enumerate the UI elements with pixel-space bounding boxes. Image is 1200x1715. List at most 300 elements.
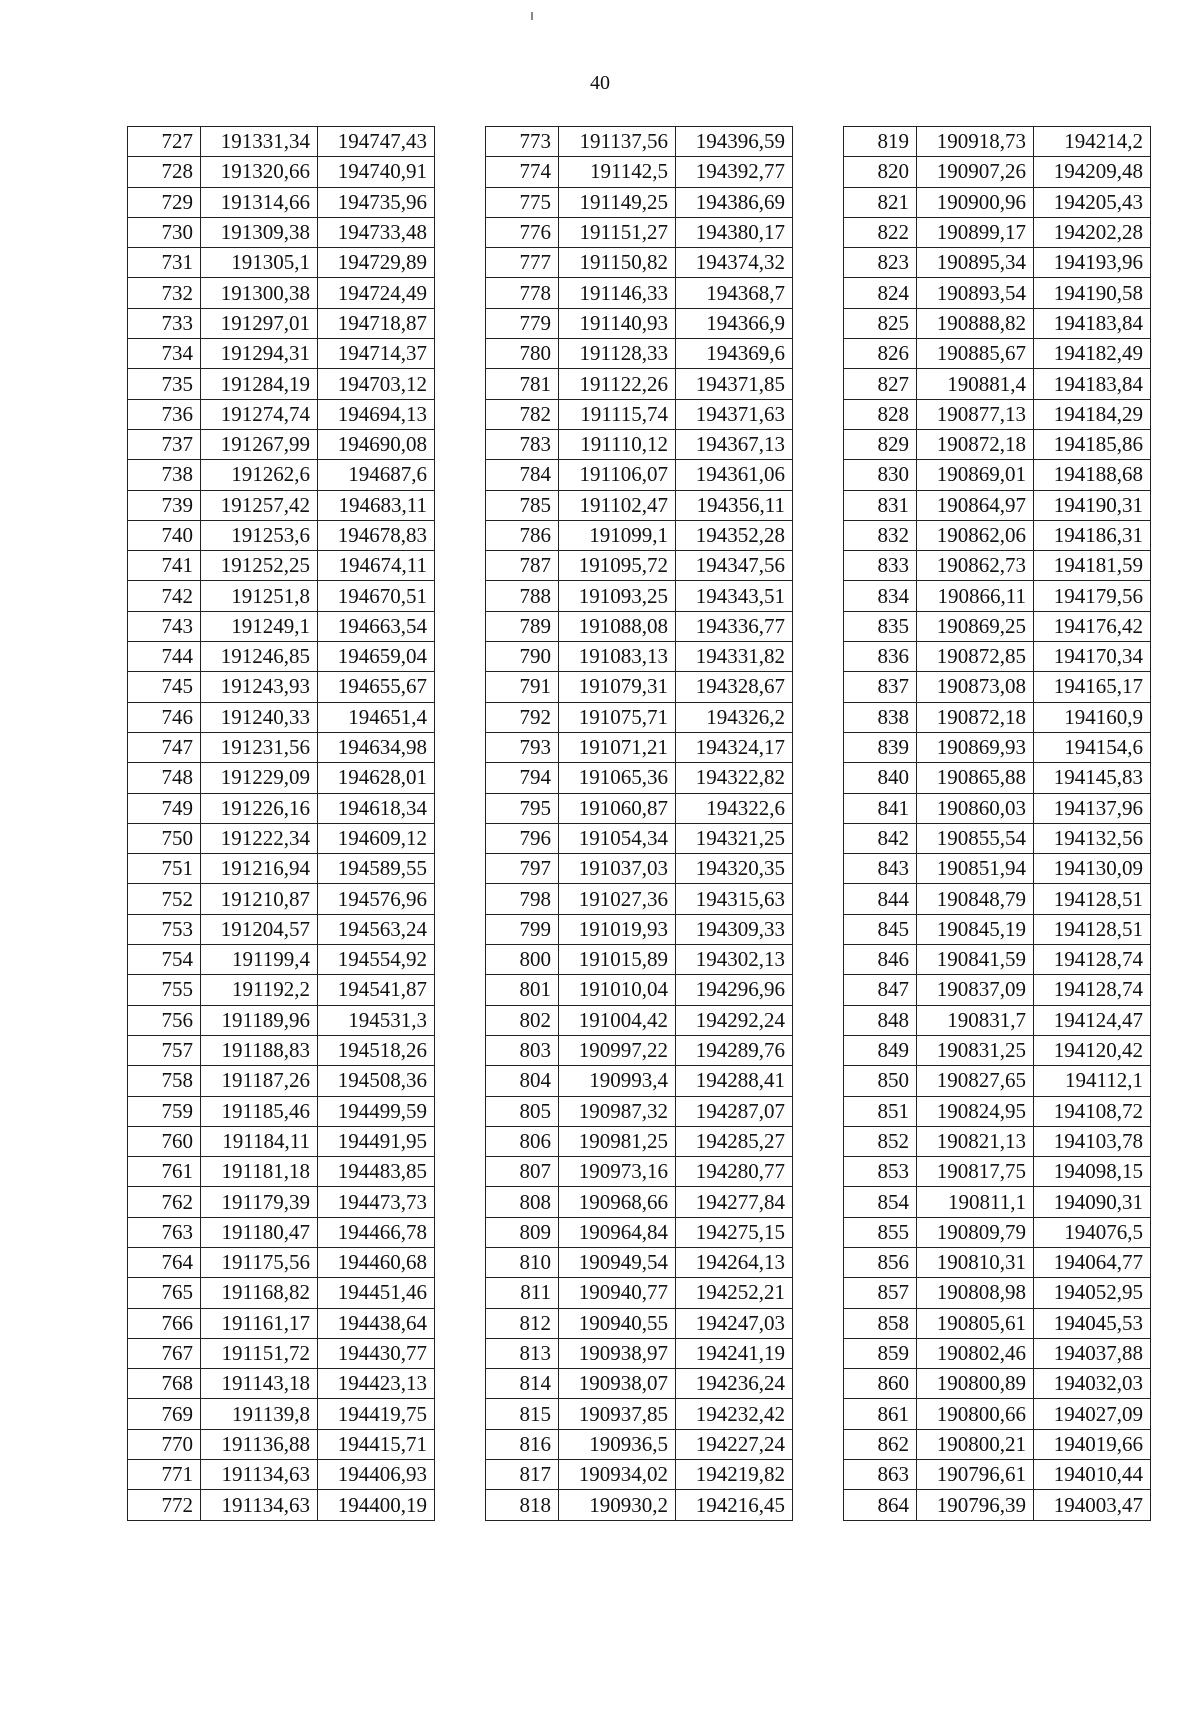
y-coordinate-cell: 194179,56 — [1034, 581, 1151, 611]
table-row — [486, 1126, 793, 1156]
table-row — [844, 460, 1151, 490]
y-coordinate-cell: 194324,17 — [676, 732, 793, 762]
point-number-cell: 749 — [128, 793, 201, 823]
point-number-cell: 779 — [486, 308, 559, 338]
point-number-cell: 735 — [128, 369, 201, 399]
point-number-cell: 787 — [486, 551, 559, 581]
y-coordinate-cell: 194576,96 — [318, 884, 435, 914]
x-coordinate-cell: 191181,18 — [201, 1157, 318, 1187]
point-number-cell: 744 — [128, 642, 201, 672]
point-number-cell: 727 — [128, 127, 201, 157]
point-number-cell: 746 — [128, 702, 201, 732]
x-coordinate-cell: 191088,08 — [559, 611, 676, 641]
table-row — [844, 217, 1151, 247]
y-coordinate-cell: 194336,77 — [676, 611, 793, 641]
y-coordinate-cell: 194241,19 — [676, 1338, 793, 1368]
y-coordinate-cell: 194184,29 — [1034, 399, 1151, 429]
y-coordinate-cell: 194392,77 — [676, 157, 793, 187]
point-number-cell: 824 — [844, 278, 917, 308]
table-row — [486, 339, 793, 369]
y-coordinate-cell: 194130,09 — [1034, 854, 1151, 884]
point-number-cell: 847 — [844, 975, 917, 1005]
table-row — [486, 642, 793, 672]
y-coordinate-cell: 194683,11 — [318, 490, 435, 520]
point-number-cell: 851 — [844, 1096, 917, 1126]
table-row — [844, 1490, 1151, 1520]
x-coordinate-cell: 190930,2 — [559, 1490, 676, 1520]
table-row — [844, 1399, 1151, 1429]
y-coordinate-cell: 194128,74 — [1034, 975, 1151, 1005]
y-coordinate-cell: 194137,96 — [1034, 793, 1151, 823]
y-coordinate-cell: 194356,11 — [676, 490, 793, 520]
y-coordinate-cell: 194670,51 — [318, 581, 435, 611]
x-coordinate-cell: 191079,31 — [559, 672, 676, 702]
x-coordinate-cell: 191249,1 — [201, 611, 318, 641]
y-coordinate-cell: 194371,63 — [676, 399, 793, 429]
y-coordinate-cell: 194045,53 — [1034, 1308, 1151, 1338]
y-coordinate-cell: 194186,31 — [1034, 520, 1151, 550]
point-number-cell: 799 — [486, 914, 559, 944]
scan-mark — [531, 12, 533, 20]
point-number-cell: 789 — [486, 611, 559, 641]
y-coordinate-cell: 194145,83 — [1034, 763, 1151, 793]
x-coordinate-cell: 191179,39 — [201, 1187, 318, 1217]
x-coordinate-cell: 191136,88 — [201, 1429, 318, 1459]
y-coordinate-cell: 194628,01 — [318, 763, 435, 793]
point-number-cell: 730 — [128, 217, 201, 247]
x-coordinate-cell: 191134,63 — [201, 1490, 318, 1520]
x-coordinate-cell: 190864,97 — [917, 490, 1034, 520]
x-coordinate-cell: 191216,94 — [201, 854, 318, 884]
point-number-cell: 734 — [128, 339, 201, 369]
point-number-cell: 854 — [844, 1187, 917, 1217]
point-number-cell: 797 — [486, 854, 559, 884]
point-number-cell: 771 — [128, 1460, 201, 1490]
table-row — [486, 1490, 793, 1520]
table-row — [128, 945, 435, 975]
x-coordinate-cell: 190940,55 — [559, 1308, 676, 1338]
table-row — [844, 1278, 1151, 1308]
x-coordinate-cell: 191297,01 — [201, 308, 318, 338]
x-coordinate-cell: 190817,75 — [917, 1157, 1034, 1187]
table-row — [486, 369, 793, 399]
x-coordinate-cell: 191099,1 — [559, 520, 676, 550]
table-row — [486, 1217, 793, 1247]
table-row — [844, 1460, 1151, 1490]
table-row — [128, 399, 435, 429]
x-coordinate-cell: 191150,82 — [559, 248, 676, 278]
y-coordinate-cell: 194541,87 — [318, 975, 435, 1005]
x-coordinate-cell: 190872,85 — [917, 642, 1034, 672]
table-row — [128, 611, 435, 641]
point-number-cell: 855 — [844, 1217, 917, 1247]
point-number-cell: 754 — [128, 945, 201, 975]
point-number-cell: 731 — [128, 248, 201, 278]
x-coordinate-cell: 191251,8 — [201, 581, 318, 611]
point-number-cell: 859 — [844, 1338, 917, 1368]
x-coordinate-cell: 191093,25 — [559, 581, 676, 611]
y-coordinate-cell: 194170,34 — [1034, 642, 1151, 672]
point-number-cell: 795 — [486, 793, 559, 823]
point-number-cell: 798 — [486, 884, 559, 914]
x-coordinate-cell: 191257,42 — [201, 490, 318, 520]
table-row — [844, 429, 1151, 459]
point-number-cell: 826 — [844, 339, 917, 369]
y-coordinate-cell: 194423,13 — [318, 1369, 435, 1399]
table-row — [128, 1308, 435, 1338]
y-coordinate-cell: 194368,7 — [676, 278, 793, 308]
x-coordinate-cell: 191188,83 — [201, 1035, 318, 1065]
x-coordinate-cell: 191184,11 — [201, 1126, 318, 1156]
table-row — [844, 1338, 1151, 1368]
point-number-cell: 808 — [486, 1187, 559, 1217]
y-coordinate-cell: 194733,48 — [318, 217, 435, 247]
y-coordinate-cell: 194112,1 — [1034, 1066, 1151, 1096]
y-coordinate-cell: 194518,26 — [318, 1035, 435, 1065]
x-coordinate-cell: 191305,1 — [201, 248, 318, 278]
point-number-cell: 765 — [128, 1278, 201, 1308]
y-coordinate-cell: 194331,82 — [676, 642, 793, 672]
coordinate-table-1 — [127, 126, 435, 1521]
point-number-cell: 751 — [128, 854, 201, 884]
x-coordinate-cell: 191229,09 — [201, 763, 318, 793]
table-row — [844, 187, 1151, 217]
point-number-cell: 812 — [486, 1308, 559, 1338]
y-coordinate-cell: 194747,43 — [318, 127, 435, 157]
table-row — [128, 551, 435, 581]
point-number-cell: 770 — [128, 1429, 201, 1459]
table-row — [486, 672, 793, 702]
x-coordinate-cell: 191060,87 — [559, 793, 676, 823]
table-row — [486, 1187, 793, 1217]
x-coordinate-cell: 190810,31 — [917, 1247, 1034, 1277]
y-coordinate-cell: 194714,37 — [318, 339, 435, 369]
x-coordinate-cell: 191226,16 — [201, 793, 318, 823]
x-coordinate-cell: 190885,67 — [917, 339, 1034, 369]
table-row — [128, 157, 435, 187]
x-coordinate-cell: 190968,66 — [559, 1187, 676, 1217]
x-coordinate-cell: 190827,65 — [917, 1066, 1034, 1096]
x-coordinate-cell: 190800,89 — [917, 1369, 1034, 1399]
y-coordinate-cell: 194108,72 — [1034, 1096, 1151, 1126]
point-number-cell: 862 — [844, 1429, 917, 1459]
table-row — [486, 187, 793, 217]
point-number-cell: 801 — [486, 975, 559, 1005]
point-number-cell: 838 — [844, 702, 917, 732]
point-number-cell: 818 — [486, 1490, 559, 1520]
point-number-cell: 752 — [128, 884, 201, 914]
table-row — [128, 1126, 435, 1156]
table-row — [486, 1035, 793, 1065]
x-coordinate-cell: 191071,21 — [559, 732, 676, 762]
table-row — [128, 702, 435, 732]
y-coordinate-cell: 194027,09 — [1034, 1399, 1151, 1429]
y-coordinate-cell: 194451,46 — [318, 1278, 435, 1308]
point-number-cell: 837 — [844, 672, 917, 702]
point-number-cell: 766 — [128, 1308, 201, 1338]
y-coordinate-cell: 194326,2 — [676, 702, 793, 732]
y-coordinate-cell: 194128,74 — [1034, 945, 1151, 975]
y-coordinate-cell: 194460,68 — [318, 1247, 435, 1277]
table-row — [486, 490, 793, 520]
table-row — [128, 1399, 435, 1429]
x-coordinate-cell: 191294,31 — [201, 339, 318, 369]
x-coordinate-cell: 190937,85 — [559, 1399, 676, 1429]
y-coordinate-cell: 194366,9 — [676, 308, 793, 338]
y-coordinate-cell: 194563,24 — [318, 914, 435, 944]
table-row — [486, 1247, 793, 1277]
x-coordinate-cell: 190805,61 — [917, 1308, 1034, 1338]
x-coordinate-cell: 191168,82 — [201, 1278, 318, 1308]
y-coordinate-cell: 194076,5 — [1034, 1217, 1151, 1247]
point-number-cell: 777 — [486, 248, 559, 278]
table-row — [128, 248, 435, 278]
table-row — [486, 763, 793, 793]
y-coordinate-cell: 194037,88 — [1034, 1338, 1151, 1368]
y-coordinate-cell: 194659,04 — [318, 642, 435, 672]
y-coordinate-cell: 194703,12 — [318, 369, 435, 399]
x-coordinate-cell: 190808,98 — [917, 1278, 1034, 1308]
y-coordinate-cell: 194190,31 — [1034, 490, 1151, 520]
x-coordinate-cell: 190802,46 — [917, 1338, 1034, 1368]
x-coordinate-cell: 191246,85 — [201, 642, 318, 672]
x-coordinate-cell: 190987,32 — [559, 1096, 676, 1126]
x-coordinate-cell: 191095,72 — [559, 551, 676, 581]
x-coordinate-cell: 190888,82 — [917, 308, 1034, 338]
y-coordinate-cell: 194132,56 — [1034, 823, 1151, 853]
point-number-cell: 790 — [486, 642, 559, 672]
x-coordinate-cell: 191110,12 — [559, 429, 676, 459]
table-row — [486, 429, 793, 459]
x-coordinate-cell: 190841,59 — [917, 945, 1034, 975]
table-row — [128, 1278, 435, 1308]
y-coordinate-cell: 194277,84 — [676, 1187, 793, 1217]
table-row — [844, 490, 1151, 520]
x-coordinate-cell: 191065,36 — [559, 763, 676, 793]
x-coordinate-cell: 190800,66 — [917, 1399, 1034, 1429]
point-number-cell: 839 — [844, 732, 917, 762]
y-coordinate-cell: 194406,93 — [318, 1460, 435, 1490]
table-row — [128, 1338, 435, 1368]
table-row — [844, 308, 1151, 338]
point-number-cell: 793 — [486, 732, 559, 762]
point-number-cell: 736 — [128, 399, 201, 429]
y-coordinate-cell: 194386,69 — [676, 187, 793, 217]
y-coordinate-cell: 194296,96 — [676, 975, 793, 1005]
table-row — [128, 823, 435, 853]
y-coordinate-cell: 194287,07 — [676, 1096, 793, 1126]
x-coordinate-cell: 191143,18 — [201, 1369, 318, 1399]
point-number-cell: 729 — [128, 187, 201, 217]
point-number-cell: 832 — [844, 520, 917, 550]
y-coordinate-cell: 194735,96 — [318, 187, 435, 217]
point-number-cell: 748 — [128, 763, 201, 793]
table-row — [486, 460, 793, 490]
x-coordinate-cell: 191083,13 — [559, 642, 676, 672]
x-coordinate-cell: 190938,07 — [559, 1369, 676, 1399]
x-coordinate-cell: 191192,2 — [201, 975, 318, 1005]
table-row — [128, 1490, 435, 1520]
y-coordinate-cell: 194371,85 — [676, 369, 793, 399]
y-coordinate-cell: 194252,21 — [676, 1278, 793, 1308]
y-coordinate-cell: 194508,36 — [318, 1066, 435, 1096]
point-number-cell: 819 — [844, 127, 917, 157]
y-coordinate-cell: 194369,6 — [676, 339, 793, 369]
y-coordinate-cell: 194247,03 — [676, 1308, 793, 1338]
y-coordinate-cell: 194165,17 — [1034, 672, 1151, 702]
y-coordinate-cell: 194322,6 — [676, 793, 793, 823]
y-coordinate-cell: 194315,63 — [676, 884, 793, 914]
table-row — [486, 1399, 793, 1429]
point-number-cell: 857 — [844, 1278, 917, 1308]
point-number-cell: 800 — [486, 945, 559, 975]
point-number-cell: 840 — [844, 763, 917, 793]
x-coordinate-cell: 191180,47 — [201, 1217, 318, 1247]
table-row — [844, 884, 1151, 914]
x-coordinate-cell: 191037,03 — [559, 854, 676, 884]
point-number-cell: 767 — [128, 1338, 201, 1368]
y-coordinate-cell: 194687,6 — [318, 460, 435, 490]
point-number-cell: 774 — [486, 157, 559, 187]
table-row — [128, 339, 435, 369]
point-number-cell: 845 — [844, 914, 917, 944]
x-coordinate-cell: 190869,93 — [917, 732, 1034, 762]
table-row — [486, 127, 793, 157]
y-coordinate-cell: 194292,24 — [676, 1005, 793, 1035]
y-coordinate-cell: 194483,85 — [318, 1157, 435, 1187]
y-coordinate-cell: 194098,15 — [1034, 1157, 1151, 1187]
point-number-cell: 747 — [128, 732, 201, 762]
y-coordinate-cell: 194430,77 — [318, 1338, 435, 1368]
x-coordinate-cell: 191075,71 — [559, 702, 676, 732]
x-coordinate-cell: 191314,66 — [201, 187, 318, 217]
y-coordinate-cell: 194280,77 — [676, 1157, 793, 1187]
x-coordinate-cell: 190895,34 — [917, 248, 1034, 278]
y-coordinate-cell: 194219,82 — [676, 1460, 793, 1490]
x-coordinate-cell: 191115,74 — [559, 399, 676, 429]
y-coordinate-cell: 194396,59 — [676, 127, 793, 157]
table-row — [844, 339, 1151, 369]
y-coordinate-cell: 194380,17 — [676, 217, 793, 247]
y-coordinate-cell: 194214,2 — [1034, 127, 1151, 157]
table-row — [486, 1429, 793, 1459]
point-number-cell: 782 — [486, 399, 559, 429]
point-number-cell: 788 — [486, 581, 559, 611]
table-row — [486, 217, 793, 247]
table-row — [128, 1005, 435, 1035]
table-row — [844, 1066, 1151, 1096]
table-row — [128, 1096, 435, 1126]
x-coordinate-cell: 190809,79 — [917, 1217, 1034, 1247]
table-row — [844, 369, 1151, 399]
x-coordinate-cell: 190821,13 — [917, 1126, 1034, 1156]
table-row — [844, 945, 1151, 975]
x-coordinate-cell: 191262,6 — [201, 460, 318, 490]
table-row — [128, 1157, 435, 1187]
x-coordinate-cell: 191146,33 — [559, 278, 676, 308]
x-coordinate-cell: 190873,08 — [917, 672, 1034, 702]
table-row — [486, 975, 793, 1005]
table-row — [128, 914, 435, 944]
x-coordinate-cell: 190936,5 — [559, 1429, 676, 1459]
table-row — [844, 1005, 1151, 1035]
y-coordinate-cell: 194090,31 — [1034, 1187, 1151, 1217]
x-coordinate-cell: 191019,93 — [559, 914, 676, 944]
y-coordinate-cell: 194724,49 — [318, 278, 435, 308]
point-number-cell: 756 — [128, 1005, 201, 1035]
y-coordinate-cell: 194343,51 — [676, 581, 793, 611]
y-coordinate-cell: 194193,96 — [1034, 248, 1151, 278]
x-coordinate-cell: 191300,38 — [201, 278, 318, 308]
y-coordinate-cell: 194718,87 — [318, 308, 435, 338]
x-coordinate-cell: 190848,79 — [917, 884, 1034, 914]
y-coordinate-cell: 194176,42 — [1034, 611, 1151, 641]
point-number-cell: 773 — [486, 127, 559, 157]
x-coordinate-cell: 191175,56 — [201, 1247, 318, 1277]
y-coordinate-cell: 194321,25 — [676, 823, 793, 853]
point-number-cell: 776 — [486, 217, 559, 247]
table-row — [128, 581, 435, 611]
table-row — [128, 1369, 435, 1399]
x-coordinate-cell: 191054,34 — [559, 823, 676, 853]
point-number-cell: 769 — [128, 1399, 201, 1429]
point-number-cell: 827 — [844, 369, 917, 399]
point-number-cell: 762 — [128, 1187, 201, 1217]
y-coordinate-cell: 194690,08 — [318, 429, 435, 459]
y-coordinate-cell: 194010,44 — [1034, 1460, 1151, 1490]
x-coordinate-cell: 190869,25 — [917, 611, 1034, 641]
table-row — [128, 793, 435, 823]
y-coordinate-cell: 194466,78 — [318, 1217, 435, 1247]
table-row — [128, 1247, 435, 1277]
x-coordinate-cell: 190964,84 — [559, 1217, 676, 1247]
x-coordinate-cell: 190796,61 — [917, 1460, 1034, 1490]
y-coordinate-cell: 194124,47 — [1034, 1005, 1151, 1035]
y-coordinate-cell: 194227,24 — [676, 1429, 793, 1459]
x-coordinate-cell: 190918,73 — [917, 127, 1034, 157]
table-row — [128, 1066, 435, 1096]
point-number-cell: 737 — [128, 429, 201, 459]
table-row — [128, 429, 435, 459]
table-row — [844, 732, 1151, 762]
x-coordinate-cell: 191274,74 — [201, 399, 318, 429]
point-number-cell: 822 — [844, 217, 917, 247]
x-coordinate-cell: 191240,33 — [201, 702, 318, 732]
point-number-cell: 742 — [128, 581, 201, 611]
table-row — [486, 1278, 793, 1308]
point-number-cell: 813 — [486, 1338, 559, 1368]
point-number-cell: 814 — [486, 1369, 559, 1399]
y-coordinate-cell: 194651,4 — [318, 702, 435, 732]
y-coordinate-cell: 194473,73 — [318, 1187, 435, 1217]
x-coordinate-cell: 191149,25 — [559, 187, 676, 217]
point-number-cell: 836 — [844, 642, 917, 672]
x-coordinate-cell: 190934,02 — [559, 1460, 676, 1490]
table-row — [844, 157, 1151, 187]
x-coordinate-cell: 191151,27 — [559, 217, 676, 247]
table-row — [844, 1217, 1151, 1247]
y-coordinate-cell: 194182,49 — [1034, 339, 1151, 369]
table-row — [844, 1247, 1151, 1277]
point-number-cell: 817 — [486, 1460, 559, 1490]
point-number-cell: 842 — [844, 823, 917, 853]
point-number-cell: 830 — [844, 460, 917, 490]
point-number-cell: 783 — [486, 429, 559, 459]
table-row — [486, 1005, 793, 1035]
x-coordinate-cell: 191253,6 — [201, 520, 318, 550]
table-row — [486, 1338, 793, 1368]
point-number-cell: 786 — [486, 520, 559, 550]
